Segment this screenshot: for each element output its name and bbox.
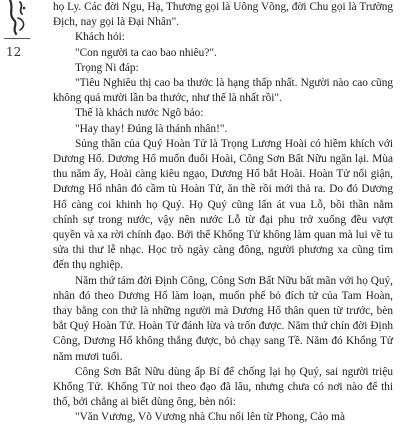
page-number: 12 (6, 45, 22, 59)
paragraph: Sủng thần của Quý Hoàn Tử là Trọng Lương Hoài có hiềm khích với Dương Hổ. Dương Hổ muốn đuổi Hoài, Công Sơn Bất Nữu ngăn lại. Mùa thu năm ấy, Hoài càng kiêu ngạo, Dương Hổ bắt Hoài. Hoàn Tử nổi giận, Dương Hổ nhân đó cầm tù Hoàn Tử, ăn thề rồi mới thả ra. Do đó Dương Hổ càng coi khinh họ Quý. Họ Quý cũng lấn át vua Lỗ, bồi thần nắm chính sự trong nước, vậy nên nước Lỗ từ đại phu trở xuống đều vượt quyền và xa rời chính đạo. Bởi thế Khổng Tử không làm quan mà lui về tu sửa thi thư lễ nhạc. Học trò ngày càng đông, người phương xa cũng tìm đến thụ nghiệp. (53, 137, 393, 272)
left-margin (0, 0, 50, 400)
paragraph: "Con người ta cao bao nhiêu?". (75, 46, 217, 59)
paragraph: Thế là khách nước Ngô bảo: (75, 107, 204, 120)
margin-divider (4, 38, 30, 39)
paragraph: "Tiêu Nghiêu thị cao ba thước là hạng thấp nhất. Người nào cao cũng không quá mười lần ba thước, như thế là nhất rồi". (53, 77, 393, 105)
paragraph: Năm thứ tám đời Định Công, Công Sơn Bất Nữu bất mãn với họ Quý, nhân đó theo Dương Hổ làm loạn, muốn phế bỏ đích tử của Tam Hoàn, thay bằng con thứ là những người mà Dương Hổ thân quen từ trước, bèn bắt Quý Hoàn Tử. Hoàn Tử đánh lừa và trốn được. Năm thứ chín đời Định Công, Dương Hổ không thắng được, bỏ chạy sang Tề. Năm đó Khổng Tử năm mươi tuổi. (53, 274, 393, 363)
paragraph: "Văn Vương, Võ Vương nhà Chu nổi lên từ Phong, Cảo mà (75, 411, 345, 424)
paragraph: Công Sơn Bất Nữu dùng ấp Bí để chống lại họ Quý, sai người triệu Khổng Tử. Khổng Tử noi theo đạo đã lâu, nhưng chưa có nơi nào để thi thố, bởi chẳng ai biết dùng ông, bèn nói: (53, 365, 393, 409)
paragraph: Trọng Ni đáp: (75, 61, 139, 74)
paragraph: họ Ly. Các đời Ngu, Hạ, Thương gọi là Uông Võng, đời Chu gọi là Trường Địch, nay gọi là Đại Nhân". (53, 1, 393, 29)
paragraph: Khách hỏi: (75, 31, 125, 44)
calligraphy-ornament-icon (4, 0, 30, 36)
paragraph: "Hay thay! Đúng là thánh nhân!". (75, 122, 228, 135)
text-body (53, 0, 393, 426)
